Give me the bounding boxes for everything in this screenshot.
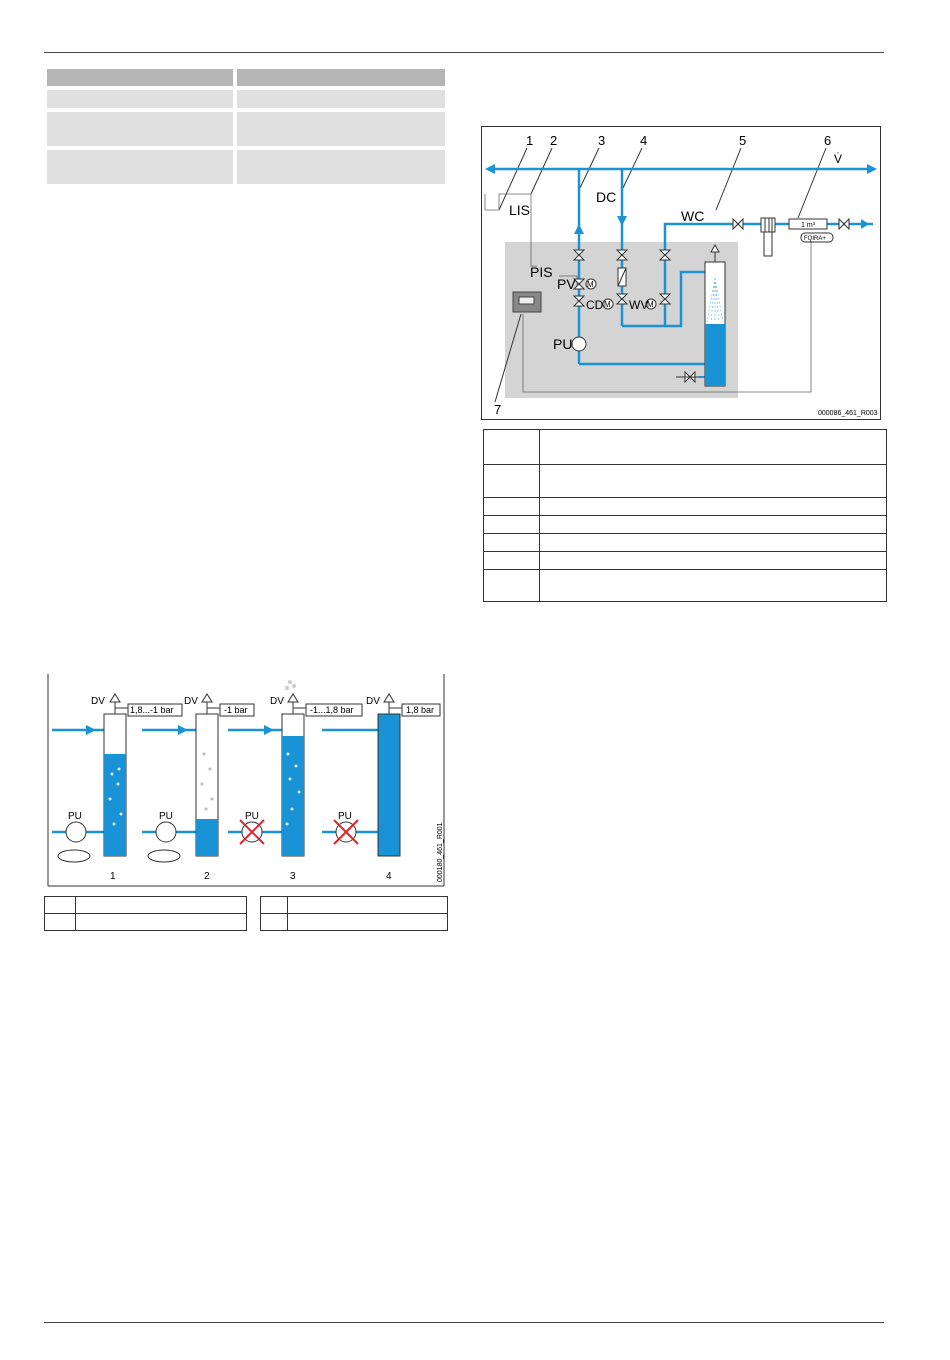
top-rule — [44, 52, 884, 53]
dv-label-1: DV — [91, 696, 105, 707]
table-cell — [237, 90, 445, 108]
pressure-1: 1,8...-1 bar — [130, 705, 174, 715]
motor-cd: M — [604, 300, 611, 309]
fqira-label: FQIRA+ — [804, 236, 826, 242]
legend-table-left — [44, 896, 247, 931]
pu-label-3: PU — [245, 811, 259, 822]
label-wv: WV — [629, 298, 649, 312]
label-pis: PIS — [530, 264, 553, 280]
legend-table-top — [483, 429, 887, 602]
callout-4: 4 — [640, 133, 648, 148]
label-dc: DC — [596, 189, 617, 205]
label-cd: CD — [586, 298, 604, 312]
table-cell — [47, 150, 233, 184]
pu-label-4: PU — [338, 811, 352, 822]
system-diagram — [481, 126, 881, 420]
pu-label-2: PU — [159, 811, 173, 822]
dv-label-2: DV — [184, 696, 198, 707]
legend-table-right — [260, 896, 448, 931]
motor-wv: M — [647, 300, 654, 309]
bottom-rule — [44, 1322, 884, 1323]
callout-6: 6 — [824, 133, 832, 148]
meter-label: 1 m³ — [801, 222, 815, 229]
table-cell — [47, 112, 233, 146]
dv-label-4: DV — [366, 696, 380, 707]
stage-number-4: 4 — [386, 871, 392, 882]
label-pu: PU — [553, 336, 573, 352]
diagram-code: 000086_461_R003 — [818, 410, 878, 417]
table-cell — [47, 90, 233, 108]
label-pv: PV — [557, 276, 576, 292]
callout-7: 7 — [494, 402, 502, 417]
label-lis: LIS — [509, 202, 531, 218]
pressure-2: -1 bar — [224, 705, 248, 715]
motor-pv: M — [587, 280, 594, 289]
stage-number-2: 2 — [204, 871, 210, 882]
dv-label-3: DV — [270, 696, 284, 707]
callout-3: 3 — [598, 133, 606, 148]
label-vdot: V̇ — [834, 152, 843, 166]
stage-4 — [322, 694, 440, 856]
table-cell — [237, 150, 445, 184]
label-wc: WC — [681, 208, 705, 224]
diagram-code-bottom: 000180_461_R001 — [437, 822, 444, 882]
callout-2: 2 — [550, 133, 558, 148]
stage-2 — [142, 694, 254, 862]
degassing-diagram — [44, 674, 448, 888]
callout-1: 1 — [526, 133, 534, 148]
stage-number-3: 3 — [290, 871, 296, 882]
pu-label-1: PU — [68, 811, 82, 822]
stage-number-1: 1 — [110, 871, 116, 882]
pressure-4: 1,8 bar — [406, 705, 435, 715]
table-header-cell — [237, 69, 445, 86]
table-cell — [237, 112, 445, 146]
table-header-cell — [47, 69, 233, 86]
callout-5: 5 — [739, 133, 747, 148]
pressure-3: -1...1,8 bar — [310, 705, 354, 715]
